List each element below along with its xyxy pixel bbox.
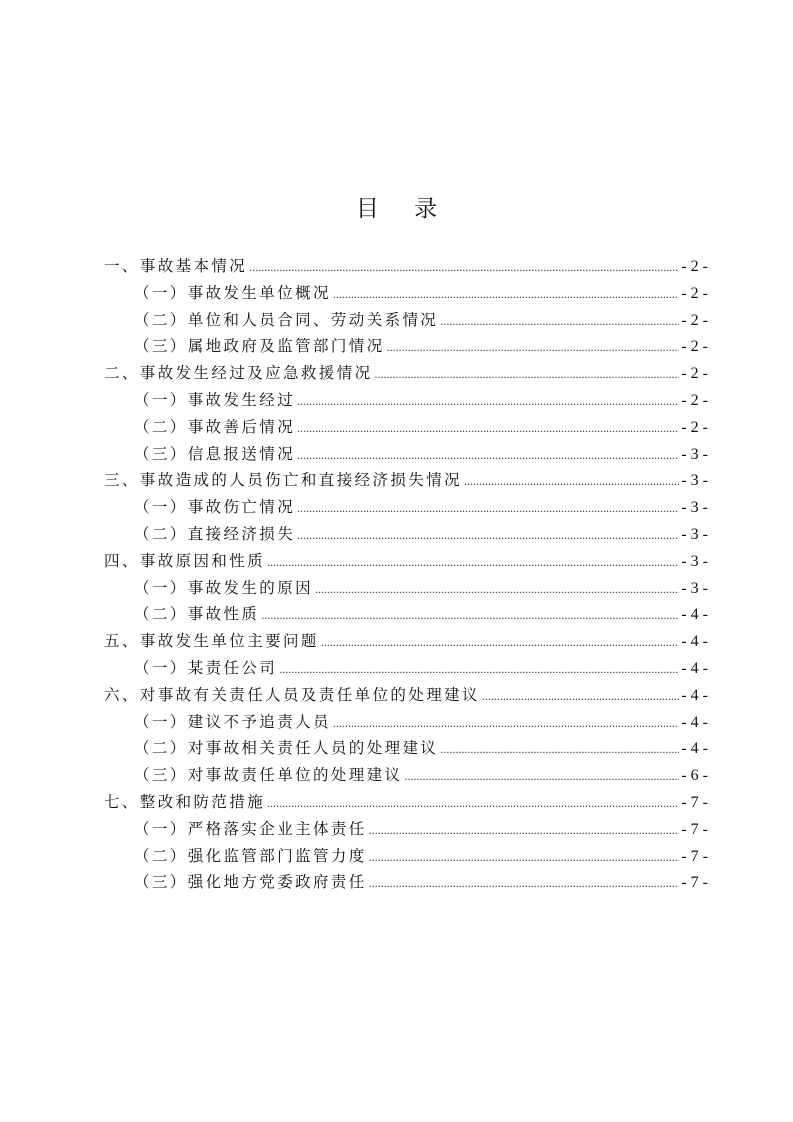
toc-page-number: - 7 -: [681, 820, 708, 838]
toc-page-number: - 3 -: [681, 579, 708, 597]
toc-entry-label: （三）属地政府及监管部门情况: [134, 337, 385, 356]
toc-entry-label: （三）对事故责任单位的处理建议: [134, 766, 403, 785]
toc-entry-label: （二）事故性质: [134, 605, 260, 624]
toc-entry-label: 三、事故造成的人员伤亡和直接经济损失情况: [104, 471, 463, 490]
dot-leader: [297, 495, 679, 522]
toc-subsection-entry[interactable]: [104, 762, 708, 789]
dot-leader: [279, 656, 679, 683]
toc-page-number: - 2 -: [681, 418, 708, 436]
toc-entry-label: （二）强化监管部门监管力度: [134, 846, 367, 865]
toc-entry-label: （二）对事故相关责任人员的处理建议: [134, 739, 439, 758]
toc-subsection-entry[interactable]: [104, 843, 708, 870]
toc-page-number: - 4 -: [681, 740, 708, 758]
toc-entry-label: （三）强化地方党委政府责任: [134, 873, 367, 892]
dot-leader: [267, 790, 679, 817]
toc-page-number: - 2 -: [681, 365, 708, 383]
toc-subsection-entry[interactable]: [104, 521, 708, 548]
toc-page-number: - 2 -: [681, 338, 708, 356]
toc-entry-label: 七、整改和防范措施: [104, 792, 266, 811]
toc-page-number: - 3 -: [681, 445, 708, 463]
toc-entry-label: （一）建议不予追责人员: [134, 712, 331, 731]
dot-leader: [369, 870, 680, 897]
toc-subsection-entry[interactable]: [104, 601, 708, 628]
toc-page-number: - 4 -: [681, 713, 708, 731]
toc-page-number: - 4 -: [681, 686, 708, 704]
dot-leader: [375, 361, 680, 388]
toc-entry-label: （一）事故发生经过: [134, 390, 296, 409]
dot-leader: [249, 254, 679, 281]
toc-entry-label: （一）事故发生的原因: [134, 578, 314, 597]
toc-subsection-entry[interactable]: [104, 307, 708, 334]
toc-section-entry[interactable]: [104, 789, 708, 816]
toc-page-number: - 4 -: [681, 659, 708, 677]
toc-page-number: - 2 -: [681, 391, 708, 409]
toc-section-entry[interactable]: [104, 628, 708, 655]
toc-page-number: - 3 -: [681, 525, 708, 543]
toc-subsection-entry[interactable]: [104, 414, 708, 441]
dot-leader: [440, 736, 679, 763]
toc-subsection-entry[interactable]: [104, 709, 708, 736]
dot-leader: [333, 710, 679, 737]
toc-entry-label: （二）单位和人员合同、劳动关系情况: [134, 310, 439, 329]
dot-leader: [369, 817, 680, 844]
toc-entry-label: 五、事故发生单位主要问题: [104, 632, 319, 651]
dot-leader: [405, 763, 680, 790]
toc-page-number: - 7 -: [681, 847, 708, 865]
dot-leader: [297, 415, 679, 442]
toc-page-number: - 7 -: [681, 874, 708, 892]
toc-section-entry[interactable]: [104, 253, 708, 280]
toc-page-number: - 4 -: [681, 606, 708, 624]
toc-page-number: - 3 -: [681, 472, 708, 490]
toc-page-number: - 2 -: [681, 311, 708, 329]
toc-entry-label: （一）某责任公司: [134, 658, 278, 677]
toc-entry-label: 一、事故基本情况: [104, 257, 248, 275]
toc-section-entry[interactable]: [104, 467, 708, 494]
toc-page-number: - 7 -: [681, 793, 708, 811]
toc-entry-label: 六、对事故有关责任人员及责任单位的处理建议: [104, 685, 480, 704]
toc-entry-label: 四、事故原因和性质: [104, 551, 266, 570]
toc-subsection-entry[interactable]: [104, 333, 708, 360]
toc-subsection-entry[interactable]: [104, 735, 708, 762]
dot-leader: [464, 468, 679, 495]
toc-page-number: - 6 -: [681, 767, 708, 785]
toc-subsection-entry[interactable]: [104, 655, 708, 682]
toc-entry-label: （一）严格落实企业主体责任: [134, 819, 367, 838]
toc-page-number: - 2 -: [681, 284, 708, 302]
dot-leader: [440, 308, 679, 335]
dot-leader: [315, 576, 679, 603]
toc-page-number: - 3 -: [681, 499, 708, 517]
dot-leader: [387, 334, 680, 361]
toc-entry-label: （二）直接经济损失: [134, 524, 296, 543]
toc-subsection-entry[interactable]: [104, 494, 708, 521]
dot-leader: [321, 629, 680, 656]
toc-subsection-entry[interactable]: [104, 816, 708, 843]
toc-section-entry[interactable]: [104, 360, 708, 387]
dot-leader: [369, 844, 680, 871]
toc-entry-label: （三）信息报送情况: [134, 444, 296, 463]
toc-subsection-entry[interactable]: [104, 441, 708, 468]
toc-subsection-entry[interactable]: [104, 575, 708, 602]
dot-leader: [297, 442, 679, 469]
toc-entry-label: （二）事故善后情况: [134, 417, 296, 436]
toc-section-entry[interactable]: [104, 548, 708, 575]
toc-entry-label: 二、事故发生经过及应急救援情况: [104, 364, 373, 383]
toc-subsection-entry[interactable]: [104, 869, 708, 896]
dot-leader: [297, 522, 679, 549]
toc-entry-label: （一）事故伤亡情况: [134, 498, 296, 517]
toc-subsection-entry[interactable]: [104, 387, 708, 414]
dot-leader: [333, 281, 679, 308]
dot-leader: [267, 549, 679, 576]
toc-page-number: - 3 -: [681, 552, 708, 570]
dot-leader: [297, 388, 679, 415]
dot-leader: [482, 683, 679, 710]
toc-entry-label: （一）事故发生单位概况: [134, 283, 331, 302]
toc-section-entry[interactable]: [104, 682, 708, 709]
toc-page-number: - 2 -: [681, 258, 708, 275]
toc-page-number: - 4 -: [681, 633, 708, 651]
toc-subsection-entry[interactable]: [104, 280, 708, 307]
dot-leader: [261, 602, 679, 629]
table-of-contents: [104, 253, 708, 896]
page-title: 目 录: [355, 196, 452, 222]
